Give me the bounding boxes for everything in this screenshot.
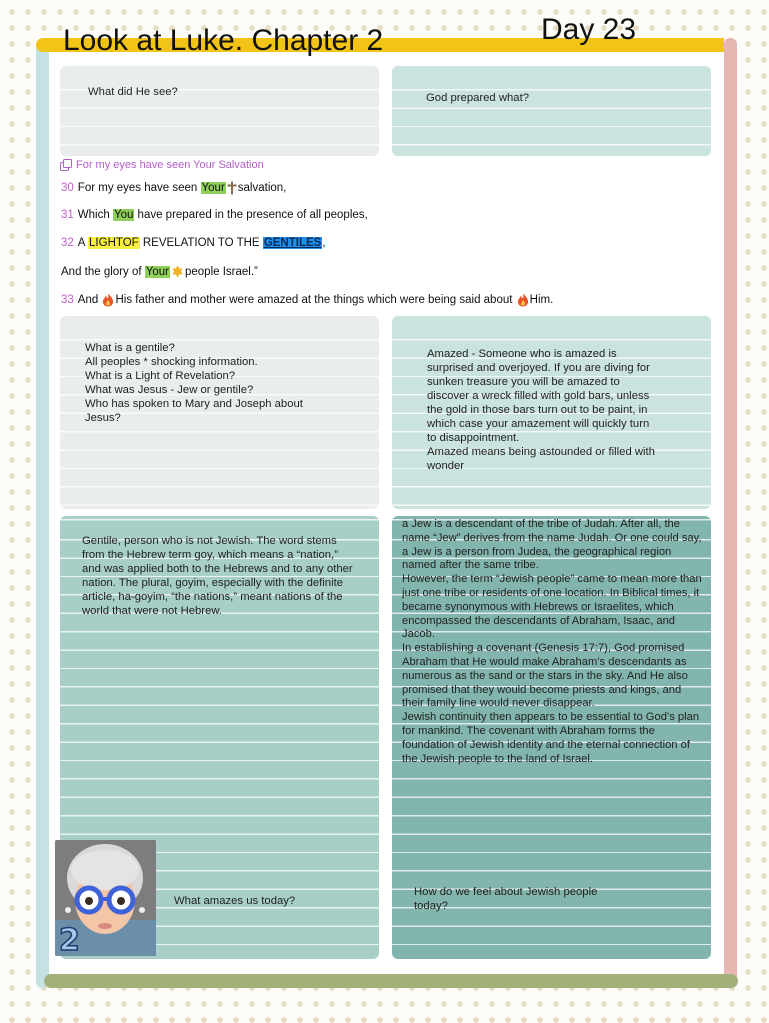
highlight-your: Your (145, 265, 169, 278)
verse-33 (61, 293, 553, 307)
verse-text: A (77, 237, 89, 249)
verse-text: REVELATION TO THE (139, 237, 263, 249)
verse-text: His father and mother were amazed at the things which were being said about (115, 294, 516, 306)
card-note: Gentile, person who is not Jewish. The word stems from the Hebrew term goy, which means a “nation,” and was applied both to the Hebrews and to any other nation. The plural, goyim, especially with the definite article, ha-goyim, “the nations,” meant nations of the world that were not Hebrew. (82, 535, 353, 617)
note-card-gentile-questions[interactable] (60, 316, 379, 509)
scripture-passage (58, 156, 724, 314)
verse-text: people Israel.” (185, 265, 258, 278)
star-of-david-icon (171, 265, 184, 278)
verse-number: 30 (61, 182, 74, 194)
verse-text: have prepared in the presence of all peoples, (134, 209, 368, 221)
verse-32-continued (61, 265, 258, 278)
card-question: What amazes us today? (174, 895, 296, 907)
caption-text: For my eyes have seen Your Salvation (76, 159, 264, 171)
verse-32 (61, 237, 326, 249)
card-question: What did He see? (88, 86, 178, 98)
note-card-what-did-he-see[interactable] (60, 66, 379, 156)
verse-31 (61, 209, 368, 221)
highlight-gentiles: GENTILES (263, 237, 322, 249)
verse-text: And the glory of (61, 265, 145, 278)
highlight-you: You (113, 209, 134, 221)
verse-number: 32 (61, 237, 74, 249)
note-card-god-prepared[interactable] (392, 66, 711, 156)
card-note: Amazed - Someone who is amazed is surprised and overjoyed. If you are diving for sunken treasure you will be amazed to discover a wreck filled with gold bars, unless the gold in those bars turn out to be paint, in which case your amazement will quickly turn to disappointment. Amazed means being astounded or filled with wonder (427, 348, 655, 472)
note-card-amazed-definition[interactable] (392, 316, 711, 509)
highlight-light-of: LIGHTOF (89, 237, 139, 249)
cross-icon (227, 181, 237, 195)
avatar (55, 840, 156, 956)
card-question: How do we feel about Jewish people today? (414, 886, 598, 912)
card-note: a Jew is a descendant of the tribe of Judah. After all, the name “Jew” derives from the name Judah. Or one could say, a Jew is a person from Judea, the geographical region named after the same tribe. However, the term “Jewish people” came to mean more than just one tribe or residents of one location. In Biblical times, it became synonymous with Hebrews or Israelites, which encompassed the descendants of Abraham, Isaac, and Jacob. In establishing a covenant (Genesis 17:7), God promised Abraham that He would make Abraham’s descendants as numerous as the sand or the stars in the sky. And He also promised that they would become priests and kings, and their family line would never disappear. Jewish continuity then appears to be essential to God’s plan for mankind. The covenant with Abraham forms the foundation of Jewish identity and the eternal connection of the Jewish people to the land of Israel. (402, 518, 702, 765)
day-label: Day 23 (541, 13, 637, 46)
verse-text: For my eyes have seen (77, 182, 201, 194)
verse-text: , (322, 237, 326, 249)
passage-caption[interactable] (60, 159, 264, 171)
avatar-badge: 2 (59, 923, 80, 956)
card-question-list: What is a gentile? All peoples * shocking information. What is a Light of Revelation? What was Jesus - Jew or gentile? Who has spoken to Mary and Joseph about Jesus? (85, 342, 303, 424)
page-title: Look at Luke. Chapter 2 (63, 24, 384, 57)
verse-number: 33 (61, 294, 74, 306)
left-border-bar (36, 44, 49, 988)
verse-30 (61, 181, 286, 195)
note-card-jew-definition[interactable] (392, 516, 711, 959)
verse-text: Him. (529, 294, 554, 306)
highlight-your: Your (201, 182, 225, 194)
copy-icon (60, 159, 72, 171)
verse-number: 31 (61, 209, 74, 221)
verse-text: salvation, (237, 182, 287, 194)
verse-text: And (77, 294, 102, 306)
bottom-border-bar (44, 974, 738, 988)
flame-icon (102, 293, 114, 307)
memoji-avatar-icon (55, 840, 156, 956)
card-question: God prepared what? (426, 92, 529, 104)
flame-icon (517, 293, 529, 307)
right-border-bar (724, 38, 737, 982)
verse-text: Which (77, 209, 113, 221)
